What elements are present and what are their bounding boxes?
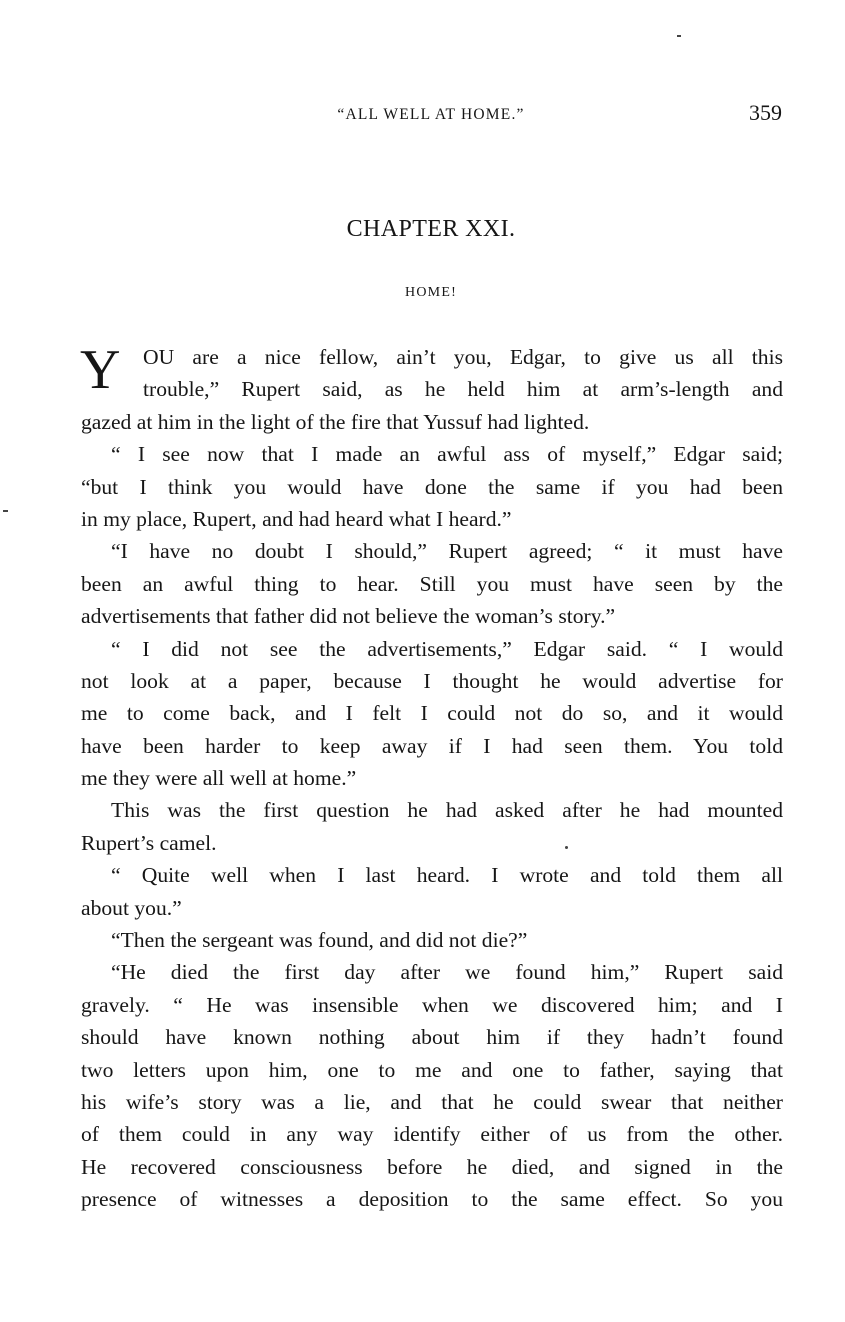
text-line: OU are a nice fellow, ain’t you, Edgar, to give us all this [143, 345, 783, 369]
text-line: He recovered consciousness before he died, and signed in the [81, 1154, 783, 1179]
text-line: not look at a paper, because I thought he would advertise for [81, 668, 783, 693]
text-line: in my place, Rupert, and had heard what I heard.” [81, 506, 512, 531]
scan-speck [677, 35, 681, 37]
chapter-subtitle: HOME! [405, 285, 457, 300]
drop-cap: Y [80, 339, 121, 401]
chapter-title: CHAPTER XXI. [346, 216, 516, 242]
text-line: Rupert’s camel. [81, 830, 217, 855]
text-line: two letters upon him, one to me and one to father, saying that [81, 1057, 783, 1082]
text-line: “ Quite well when I last heard. I wrote and told them all [111, 863, 783, 888]
text-line: about you.” [81, 895, 182, 920]
text-line: “He died the first day after we found him,” Rupert said [111, 960, 783, 985]
text-line: me to come back, and I felt I could not do so, and it would [81, 701, 783, 726]
text-line: been an awful thing to hear. Still you must have seen by the [81, 571, 783, 596]
text-line: gazed at him in the light of the fire that Yussuf had lighted. [81, 409, 590, 434]
scan-speck [565, 846, 568, 849]
text-line: his wife’s story was a lie, and that he could swear that neither [81, 1089, 783, 1114]
text-line: “ I did not see the advertisements,” Edgar said. “ I would [111, 636, 783, 661]
text-line: me they were all well at home.” [81, 766, 357, 791]
text-line: “ I see now that I made an awful ass of myself,” Edgar said; [111, 442, 783, 467]
text-line: gravely. “ He was insensible when we discovered him; and I [81, 992, 783, 1017]
text-line: trouble,” Rupert said, as he held him at arm’s-length and [143, 377, 783, 402]
text-line: of them could in any way identify either of us from the other. [81, 1122, 783, 1147]
text-line: This was the first question he had asked after he had mounted [111, 798, 783, 823]
text-line: have been harder to keep away if I had seen them. You told [81, 733, 783, 758]
text-line: should have known nothing about him if they hadn’t found [81, 1025, 783, 1050]
running-head [80, 98, 782, 128]
scan-speck [3, 510, 8, 512]
text-line: advertisements that father did not believe the woman’s story.” [81, 604, 616, 629]
text-line: “I have no doubt I should,” Rupert agreed; “ it must have [111, 539, 783, 564]
text-line: “Then the sergeant was found, and did not die?” [111, 928, 528, 953]
body-text [81, 341, 783, 1216]
text-line: presence of witnesses a deposition to the same effect. So you [81, 1187, 783, 1212]
running-title: “ALL WELL AT HOME.” [337, 106, 525, 123]
page-number: 359 [749, 100, 782, 125]
text-line: “but I think you would have done the same if you had been [81, 474, 783, 499]
